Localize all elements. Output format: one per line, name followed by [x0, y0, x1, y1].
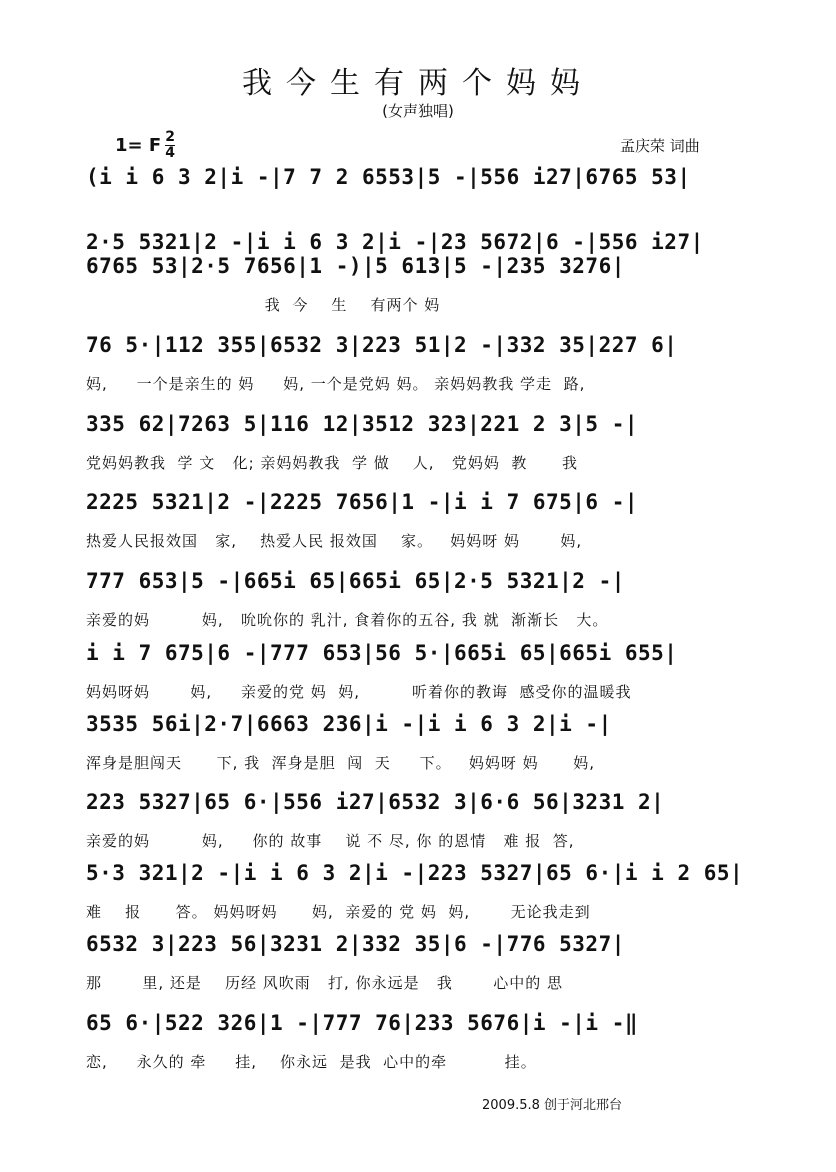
score-line-1	[86, 165, 756, 231]
lyrics-text: 那 里, 还是 历经 风吹雨 打, 你永远是 我 心中的 思	[86, 974, 564, 992]
score-line-4	[86, 333, 756, 399]
notation-text: 2·5 5321|2 -|i i 6 3 2|i -|23 5672|6 -|556 i27|	[86, 230, 704, 254]
score-line-10	[86, 790, 756, 856]
notation-text: 223 5327|65 6·|556 i27|6532 3|6·6 56|3231 2|	[86, 790, 665, 814]
lyrics-text: 妈, 一个是亲生的 妈 妈, 一个是党妈 妈。 亲妈妈教我 学走 路,	[86, 375, 586, 393]
lyrics-text: 亲爱的妈 妈, 你的 故事 说 不 尽, 你 的恩情 难 报 答,	[86, 832, 575, 850]
lyrics-text: 妈妈呀妈 妈, 亲爱的党 妈 妈, 听着你的教诲 感受你的温暖我	[86, 683, 632, 701]
score-line-6	[86, 490, 756, 556]
time-signature-bottom: 4	[165, 145, 176, 161]
notation-text: 65 6·|522 326|1 -|777 76|233 5676|i -|i -‖	[86, 1011, 639, 1035]
time-signature-top: 2	[165, 129, 176, 145]
notation-text: 3535 56i|2·7|6663 236|i -|i i 6 3 2|i -|	[86, 712, 612, 736]
song-subtitle: (女声独唱)	[382, 102, 454, 120]
composer-credit: 孟庆荣 词曲	[620, 137, 700, 155]
lyrics-text: 恋, 永久的 牵 挂, 你永远 是我 心中的牵 挂。	[86, 1053, 537, 1071]
lyrics-text: 难 报 答。 妈妈呀妈 妈, 亲爱的 党 妈 妈, 无论我走到	[86, 903, 591, 921]
score-line-7	[86, 569, 756, 635]
notation-text: 6765 53|2·5 7656|1 -)|5 613|5 -|235 3276|	[86, 254, 625, 278]
key-label: 1= F	[115, 135, 162, 156]
score-line-3	[86, 254, 756, 320]
notation-text: 5·3 321|2 -|i i 6 3 2|i -|223 5327|65 6·|i i 2 65|	[86, 861, 744, 885]
time-signature	[165, 130, 175, 161]
lyrics-text: 党妈妈教我 学 文 化; 亲妈妈教我 学 做 人, 党妈妈 教 我	[86, 454, 579, 472]
notation-text: 6532 3|223 56|3231 2|332 35|6 -|776 5327|	[86, 932, 625, 956]
notation-text: i i 7 675|6 -|777 653|56 5·|665i 65|665i 655|	[86, 641, 678, 665]
notation-text: 777 653|5 -|665i 65|665i 65|2·5 5321|2 -|	[86, 569, 625, 593]
lyrics-text: 浑身是胆闯天 下, 我 浑身是胆 闯 天 下。 妈妈呀 妈 妈,	[86, 754, 596, 772]
lyrics-text: 我 今 生 有两个 妈	[86, 296, 441, 314]
song-title: 我今生有两个妈妈	[242, 66, 594, 101]
lyrics-text: 亲爱的妈 妈, 吮吮你的 乳汁, 食着你的五谷, 我 就 渐渐长 大。	[86, 611, 609, 629]
score-line-9	[86, 712, 756, 778]
composition-date: 2009.5.8 创于河北邢台	[482, 1098, 623, 1113]
score-line-8	[86, 641, 756, 707]
notation-text: 76 5·|112 355|6532 3|223 51|2 -|332 35|227 6|	[86, 333, 678, 357]
key-signature	[115, 130, 175, 161]
notation-text: 335 62|7263 5|116 12|3512 323|221 2 3|5 -|	[86, 412, 639, 436]
lyrics-text: 热爱人民报效国 家, 热爱人民 报效国 家。 妈妈呀 妈 妈,	[86, 532, 583, 550]
score-line-13	[86, 1011, 756, 1077]
score-line-5	[86, 412, 756, 478]
score-line-11	[86, 861, 756, 927]
notation-text: 2225 5321|2 -|2225 7656|1 -|i i 7 675|6 -|	[86, 490, 639, 514]
notation-text: (i i 6 3 2|i -|7 7 2 6553|5 -|556 i27|6765 53|	[86, 165, 691, 189]
score-line-12	[86, 932, 756, 998]
